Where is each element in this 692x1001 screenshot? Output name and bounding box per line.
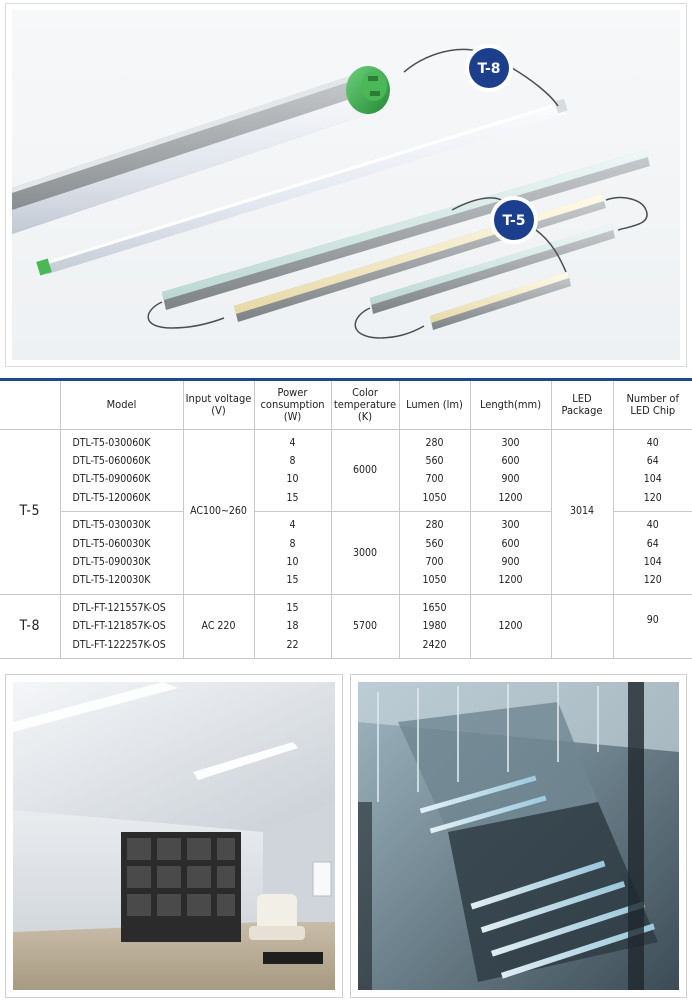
- specification-table: [0, 378, 692, 659]
- input-voltage-t5: AC100~260: [183, 429, 254, 594]
- application-photo-room: [5, 674, 343, 998]
- lumen-t5-3000k: 280 560 700 1050: [399, 512, 470, 595]
- header-lumen: Lumen (lm): [399, 381, 470, 429]
- length-t5-6000k: 300 600 900 1200: [470, 429, 551, 512]
- lumen-t5-6000k: 280 560 700 1050: [399, 429, 470, 512]
- header-model: Model: [60, 381, 183, 429]
- t5-badge: [490, 196, 538, 244]
- chips-t5-6000k: 40 64 104 120: [613, 429, 692, 512]
- length-t8: 1200: [470, 594, 551, 658]
- header-led-chip: Number of LED Chip: [613, 381, 692, 429]
- table-row-t5-6000k: [0, 429, 692, 512]
- series-t8: T-8: [0, 594, 60, 658]
- attic-room-illustration: [13, 682, 335, 990]
- length-t5-3000k: 300 600 900 1200: [470, 512, 551, 595]
- t8-badge-label: T-8: [477, 61, 501, 77]
- series-t5: T-5: [0, 429, 60, 594]
- header-color-temperature: Color temperature (K): [331, 381, 399, 429]
- color-temp-3000k: 3000: [331, 512, 399, 595]
- lumen-t8: 1650 1980 2420: [399, 594, 470, 658]
- header-led-package: LED Package: [551, 381, 613, 429]
- color-temp-t8: 5700: [331, 594, 399, 658]
- models-t8: DTL-FT-121557K-OS DTL-FT-121857K-OS DTL-FT-122257K-OS: [60, 594, 183, 658]
- header-power: Power consumption (W): [254, 381, 331, 429]
- models-t5-6000k: DTL-T5-030060K DTL-T5-060060K DTL-T5-090060K DTL-T5-120060K: [60, 429, 183, 512]
- input-voltage-t8: AC 220: [183, 594, 254, 658]
- t8-tube: [12, 68, 392, 234]
- table-row-t8: [0, 594, 692, 658]
- product-photo-canvas: [12, 10, 680, 360]
- models-t5-3000k: DTL-T5-030030K DTL-T5-060030K DTL-T5-090030K DTL-T5-120030K: [60, 512, 183, 595]
- table-header-row: [0, 381, 692, 429]
- power-t8: 15 18 22: [254, 594, 331, 658]
- product-photo: [5, 3, 687, 367]
- header-length: Length(mm): [470, 381, 551, 429]
- spec-table: [0, 381, 692, 659]
- led-package-t8: [551, 594, 613, 658]
- glass-staircase-illustration: [358, 682, 679, 990]
- t5-badge-label: T-5: [502, 213, 526, 229]
- header-input-voltage: Input voltage (V): [183, 381, 254, 429]
- t5-tube-cool-long: [162, 150, 650, 310]
- green-end-cap: [346, 66, 390, 114]
- power-t5-3000k: 4 8 10 15: [254, 512, 331, 595]
- led-package-t5: 3014: [551, 429, 613, 594]
- chips-t8: 90: [613, 594, 692, 658]
- color-temp-6000k: 6000: [331, 429, 399, 512]
- led-tubes-illustration: [12, 10, 680, 360]
- application-photo-stairs: [350, 674, 687, 998]
- t8-badge: [465, 44, 513, 92]
- header-series: [0, 381, 60, 429]
- power-t5-6000k: 4 8 10 15: [254, 429, 331, 512]
- chips-t5-3000k: 40 64 104 120: [613, 512, 692, 595]
